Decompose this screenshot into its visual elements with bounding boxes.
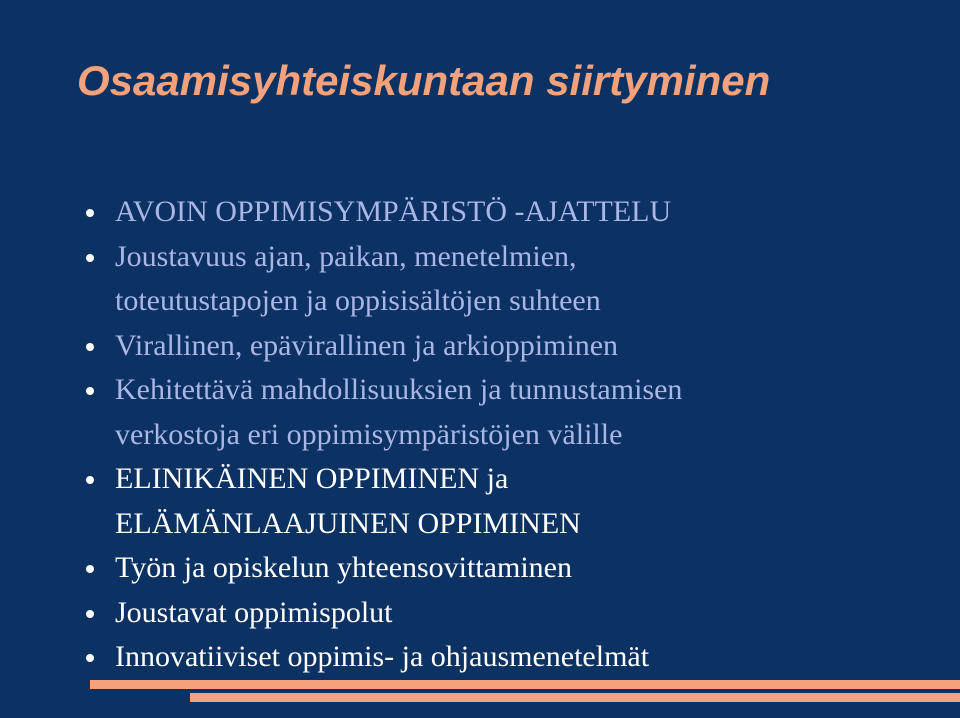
bullet-text: Joustavuus ajan, paikan, menetelmien, — [115, 239, 577, 273]
bullet-item — [86, 591, 926, 636]
bullet-text: ELINIKÄINEN OPPIMINEN ja — [115, 462, 509, 495]
bullet-item — [86, 190, 926, 235]
bullet-text: Innovatiiviset oppimis- ja ohjausmenetelmät — [115, 640, 650, 673]
bullet-text: Joustavat oppimispolut — [115, 595, 393, 629]
bullet-item — [86, 635, 926, 680]
bullet-text-continued: ELÄMÄNLAAJUINEN OPPIMINEN — [115, 506, 581, 540]
bullet-item — [86, 368, 926, 457]
bullet-item — [86, 546, 926, 591]
bullet-dot-icon — [86, 610, 94, 618]
bullet-list — [86, 190, 926, 680]
bullet-item — [86, 324, 926, 369]
bullet-dot-icon — [86, 254, 94, 262]
bullet-dot-icon — [86, 565, 94, 573]
decor-bar-top — [90, 680, 960, 689]
bullet-dot-icon — [86, 387, 94, 395]
bullet-dot-icon — [86, 654, 94, 662]
bullet-text: AVOIN OPPIMISYMPÄRISTÖ -AJATTELU — [115, 195, 672, 228]
bullet-item — [86, 235, 926, 324]
bullet-text-continued: verkostoja eri oppimisympäristöjen välille — [115, 417, 623, 451]
bullet-text: Kehitettävä mahdollisuuksien ja tunnustamisen — [115, 373, 683, 406]
bullet-item — [86, 457, 926, 546]
bullet-text: Virallinen, epävirallinen ja arkioppiminen — [115, 328, 619, 362]
bullet-text: Työn ja opiskelun yhteensovittaminen — [115, 551, 572, 584]
bullet-dot-icon — [86, 209, 94, 217]
slide-title: Osaamisyhteiskuntaan siirtyminen — [77, 57, 771, 104]
decor-bar-bottom — [190, 693, 960, 702]
bullet-dot-icon — [86, 476, 94, 484]
bullet-dot-icon — [86, 343, 94, 351]
bullet-text-continued: toteutustapojen ja oppisisältöjen suhteen — [115, 284, 601, 317]
